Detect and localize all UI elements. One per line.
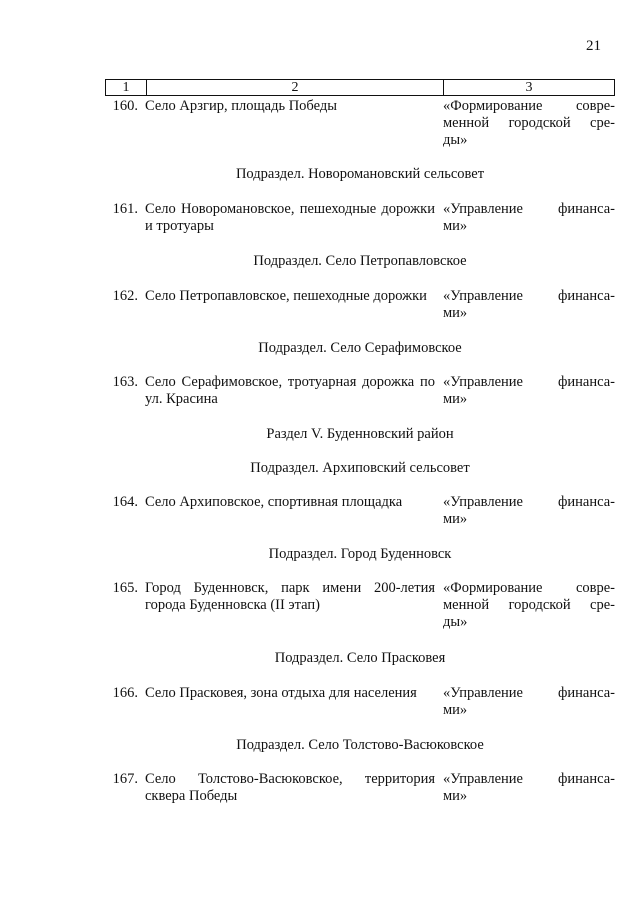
subsection-heading: Подраздел. Город Буденновск — [268, 546, 452, 562]
object-name: Село Прасковея, зона отдыха для населения — [145, 685, 417, 701]
column-header-3: 3 — [525, 80, 533, 95]
subsection-heading: Подраздел. Архиповский сельсовет — [250, 460, 470, 476]
object-name: Село Арзгир, площадь Победы — [145, 98, 337, 114]
table-row — [105, 201, 615, 235]
page-number: 21 — [586, 38, 601, 54]
program-line: ды» — [443, 132, 468, 148]
row-number: 160. — [112, 98, 138, 114]
row-number: 164. — [112, 494, 138, 510]
program-name — [439, 201, 615, 235]
table-row — [105, 288, 615, 322]
program-line: менной городской сре- — [443, 597, 615, 613]
program-line: ми» — [443, 305, 468, 321]
program-name — [439, 98, 615, 149]
program-line: «Управление финанса- — [443, 494, 615, 510]
program-line: ми» — [443, 218, 468, 234]
program-line: ды» — [443, 614, 468, 630]
program-name — [439, 580, 615, 631]
row-number: 166. — [112, 685, 138, 701]
program-name — [439, 374, 615, 408]
program-line: ми» — [443, 788, 468, 804]
subsection-heading: Подраздел. Новоромановский сельсовет — [235, 166, 485, 182]
object-name: Село Серафимовское, тротуарная дорожка по ул. Красина — [145, 374, 435, 407]
table-header — [105, 79, 615, 96]
subsection-heading: Подраздел. Село Прасковея — [274, 650, 446, 666]
program-line: менной городской сре- — [443, 115, 615, 131]
program-line: «Управление финанса- — [443, 201, 615, 217]
subsection-heading: Подраздел. Село Толстово-Васюковское — [236, 737, 484, 753]
table-row — [105, 494, 615, 528]
program-line: ми» — [443, 391, 468, 407]
table-row — [105, 580, 615, 631]
program-line: «Управление финанса- — [443, 685, 615, 701]
object-name: Село Толстово-Васюковское, территория сквера Победы — [145, 771, 435, 804]
table-row — [105, 374, 615, 408]
table-row — [105, 685, 615, 719]
program-line: ми» — [443, 702, 468, 718]
program-name — [439, 494, 615, 528]
section-heading: Раздел V. Буденновский район — [266, 426, 454, 442]
column-header-2: 2 — [147, 80, 444, 95]
table-row — [105, 98, 615, 149]
subsection-heading: Подраздел. Село Серафимовское — [258, 340, 462, 356]
object-name: Село Петропавловское, пешеходные дорожки — [145, 288, 427, 304]
program-line: «Формирование совре- — [443, 580, 615, 596]
table-row — [105, 771, 615, 805]
program-line: «Формирование совре- — [443, 98, 615, 114]
program-line: «Управление финанса- — [443, 771, 615, 787]
object-name: Село Архиповское, спортивная площадка — [145, 494, 403, 510]
program-name — [439, 288, 615, 322]
subsection-heading: Подраздел. Село Петропавловское — [253, 253, 467, 269]
program-line: «Управление финанса- — [443, 374, 615, 390]
program-name — [439, 685, 615, 719]
column-header-1: 1 — [106, 80, 147, 95]
row-number: 167. — [112, 771, 138, 787]
row-number: 165. — [112, 580, 138, 596]
program-name — [439, 771, 615, 805]
row-number: 163. — [112, 374, 138, 390]
row-number: 161. — [112, 201, 138, 217]
program-line: ми» — [443, 511, 468, 527]
program-line: «Управление финанса- — [443, 288, 615, 304]
object-name: Город Буденновск, парк имени 200-летия города Буденновска (II этап) — [145, 580, 435, 613]
row-number: 162. — [112, 288, 138, 304]
object-name: Село Новоромановское, пешеходные дорожки и тротуары — [145, 201, 435, 234]
